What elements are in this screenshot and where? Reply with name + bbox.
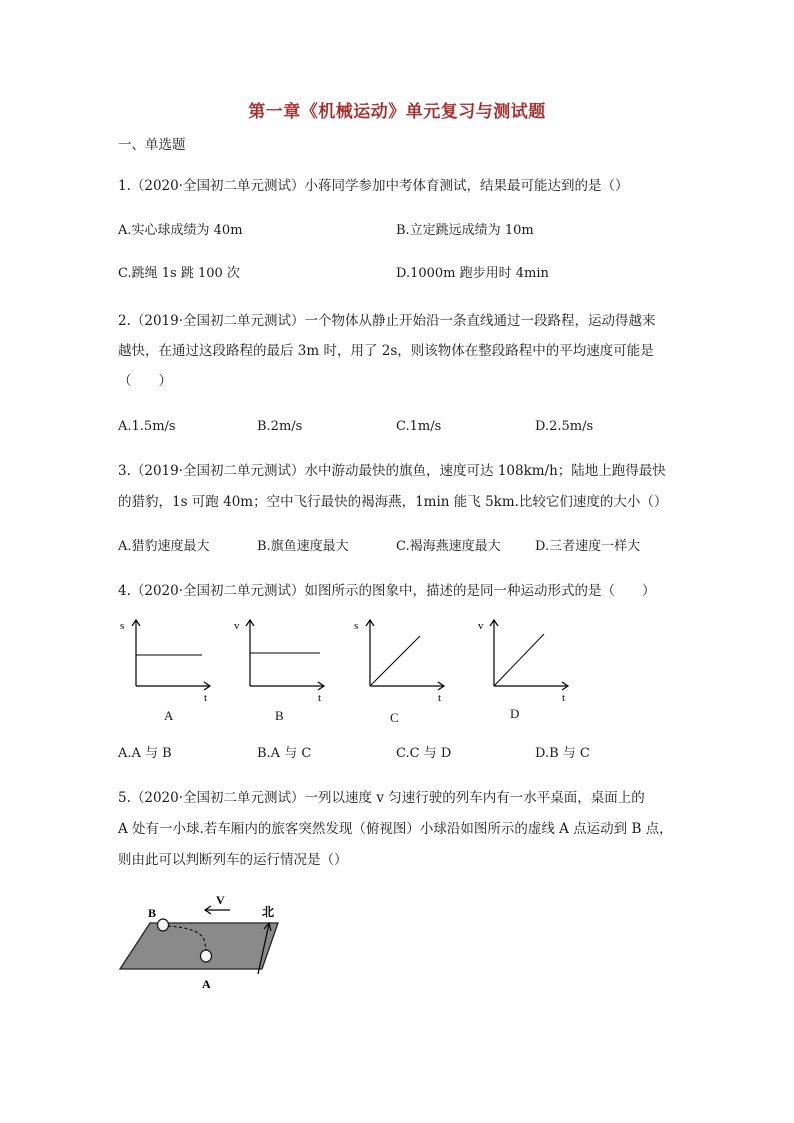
ball-at-a bbox=[201, 950, 212, 962]
q1-option-b: B.立定跳远成绩为 10m bbox=[396, 223, 534, 238]
q4-option-b: B.A 与 C bbox=[257, 746, 312, 761]
graph-c-y-label: s bbox=[354, 620, 359, 632]
q2-option-c: C.1m/s bbox=[396, 419, 442, 434]
q1-option-a: A.实心球成绩为 40m bbox=[118, 223, 243, 238]
q3-stem-line-2: 的猎豹，1s 可跑 40m；空中飞行最快的褐海燕，1min 能飞 5km.比较它们速度的大小（） bbox=[118, 494, 668, 510]
q4-option-d: D.B 与 C bbox=[535, 746, 590, 761]
q2-stem-line-3: （ ） bbox=[118, 373, 172, 389]
q2-option-b: B.2m/s bbox=[257, 419, 303, 434]
graph-b-caption: B bbox=[275, 708, 284, 723]
graph-c-x-label: t bbox=[438, 692, 442, 704]
q4-option-c: C.C 与 D bbox=[396, 746, 452, 761]
graph-a bbox=[118, 618, 218, 708]
graph-a-caption: A bbox=[164, 708, 174, 723]
q3-stem-line-1: 3.（2019·全国初二单元测试）水中游动最快的旗鱼，速度可达 108km/h；陆地上跑得最快 bbox=[118, 463, 666, 479]
q2-option-d: D.2.5m/s bbox=[535, 419, 594, 434]
graph-b-x-label: t bbox=[318, 692, 322, 704]
q5-stem-line-1: 5.（2020·全国初二单元测试）一列以速度 v 匀速行驶的列车内有一水平桌面，桌面上的 bbox=[118, 790, 645, 806]
q1-option-d: D.1000m 跑步用时 4min bbox=[396, 266, 549, 281]
q3-option-c: C.褐海燕速度最大 bbox=[396, 539, 501, 554]
graph-a-x-label: t bbox=[204, 692, 208, 704]
q1-option-c: C.跳绳 1s 跳 100 次 bbox=[118, 266, 240, 281]
q2-option-a: A.1.5m/s bbox=[118, 419, 176, 434]
table-surface bbox=[120, 923, 278, 969]
label-a: A bbox=[202, 977, 211, 991]
label-b: B bbox=[148, 906, 157, 920]
graph-a-y-label: s bbox=[120, 620, 125, 632]
q3-option-a: A.猎豹速度最大 bbox=[118, 539, 210, 554]
q5-stem-line-2: A 处有一小球.若车厢内的旅客突然发现（俯视图）小球沿如图所示的虚线 A 点运动到 B 点， bbox=[118, 821, 673, 837]
graph-d bbox=[476, 618, 576, 708]
q2-stem-line-1: 2.（2019·全国初二单元测试）一个物体从静止开始沿一条直线通过一段路程，运动得越来 bbox=[118, 313, 656, 329]
north-label: 北 bbox=[262, 905, 275, 919]
q2-stem-line-2: 越快，在通过这段路程的最后 3m 时，用了 2s，则该物体在整段路程中的平均速度可能是 bbox=[118, 343, 654, 359]
graph-c-caption: C bbox=[390, 710, 399, 725]
section-heading: 一、单选题 bbox=[118, 137, 186, 153]
graph-c-line bbox=[370, 636, 420, 686]
page-title: 第一章《机械运动》单元复习与测试题 bbox=[248, 102, 546, 122]
graph-b bbox=[232, 618, 332, 708]
q3-option-b: B.旗鱼速度最大 bbox=[257, 539, 349, 554]
q3-option-d: D.三者速度一样大 bbox=[535, 539, 641, 554]
graph-d-caption: D bbox=[510, 706, 520, 721]
table-figure bbox=[112, 892, 282, 992]
q5-stem-line-3: 则由此可以判断列车的运行情况是（） bbox=[118, 852, 348, 868]
q4-option-a: A.A 与 B bbox=[118, 746, 172, 761]
velocity-label: V bbox=[216, 893, 225, 907]
ball-at-b bbox=[158, 919, 169, 931]
graph-d-x-label: t bbox=[562, 692, 566, 704]
graph-b-y-label: v bbox=[234, 620, 240, 632]
q4-stem: 4.（2020·全国初二单元测试）如图所示的图象中，描述的是同一种运动形式的是（ ） bbox=[118, 583, 656, 599]
graph-d-line bbox=[494, 634, 544, 686]
q1-stem: 1.（2020·全国初二单元测试）小蒋同学参加中考体育测试，结果最可能达到的是（） bbox=[118, 178, 629, 194]
graph-c bbox=[352, 618, 452, 708]
graph-d-y-label: v bbox=[478, 620, 484, 632]
